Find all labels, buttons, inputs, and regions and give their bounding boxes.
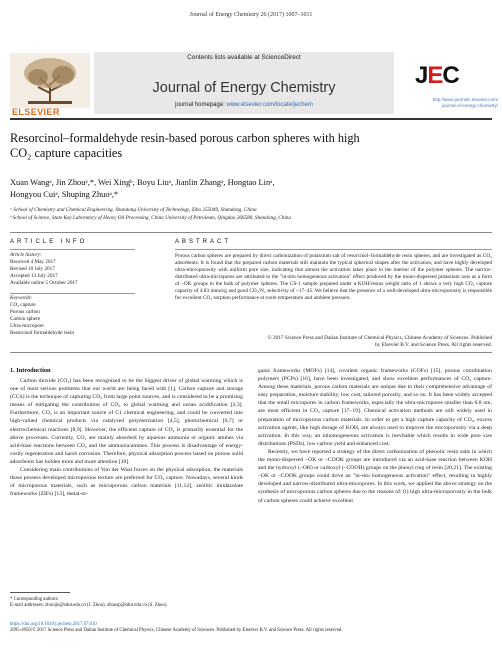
jec-logo-j: J [415,62,428,89]
contents-text: Contents lists available at ScienceDirect [187,54,301,61]
keywords-block [10,295,135,337]
header-divider [10,118,492,120]
footnote [10,597,490,610]
authors-line-1: Xuan Wangᵃ, Jin Zhouᵃ,*, Wei Xingᵇ, Boyu Liuᵃ, Jianlin Zhangᵃ, Hongtao Linᵃ, [10,178,275,187]
body-paragraph: Considering main contributions of Von der Waal forces on the physical adsorption, the materials those possess developed microporous texture are preferred for CO₂ capture. Nowadays, several kinds of microporous materials, such as microporous carbon materials [11,12], zeolitic imidazolate frameworks (ZIFs) [13], metal-or- [10,467,243,498]
jec-url-line2: journal-of-energy-chemistry/ [441,103,498,108]
keyword-item: Carbon sphere [10,316,41,322]
corresponding-note: * Corresponding authors. [10,597,59,602]
history-revised: Revised 10 July 2017 [10,266,55,272]
article-info-rule [10,249,135,250]
keywords-label: Keywords: [10,295,33,301]
article-title [10,131,480,160]
jec-url-line1: http://www.journals.elsevier.com/ [432,97,498,102]
title-line-2: CO₂ capture capacities [10,145,123,160]
body-paragraph: ganic frameworks (MOFs) [14], covalent organic frameworks (COFs) [15], porous coordination polymers (PCPs) [16], have been investigated, and show excellent performances of CO₂ capture. Among these materials, porous carbon materials are unique due to their comprehensive advantage of easy preparation, moisture stability, low cost, tailored porosity, and so on. It has been widely accepted that the small micropores in carbon frameworks, especially the ultra-micropores smaller than 0.8 nm, are most efficient in CO₂ capture [17–19]. Chemical activation methods are still widely used in preparation of microporous carbon materials. In order to get a high capture capacity of CO₂, excess activation agents, like high dosage of KOH, are always used to improve the microporosity via a deep activation. In this way, an inhomogeneous activation is inevitable which results in wide pore size distributions (PSDs), low carbon yield and enhanced cost. [258,368,492,447]
authors-line-2: Hongyou Cuiᵃ, Shuping Zhuoᵃ,* [10,190,119,199]
affiliations [10,206,490,222]
doi-block [10,622,490,635]
journal-name: Journal of Energy Chemistry [152,80,336,96]
article-history [10,252,135,287]
journal-homepage [94,102,394,108]
affiliation-b: ᵇ School of Science, State Key Laboratory of Heavy Oil Processing, China University of Petroleum, Qingdao 266580, Shandong, China [10,215,291,221]
keyword-item: Resorcinol formaldehyde resin [10,330,74,336]
body-paragraph: Recently, we have reported a strategy of the direct carbonization of phenolic resin salts in which the mono-dispersed –OK or –COOK groups are introduced via an acid-base reaction between KOH and the hydroxyl (–OH) or carboxyl (–COOH) groups on the phenyl ring of resin [20,21]. The existing –OK or –COOK groups could drive an "in-situ homogeneous activation" effect, resulting in highly developed and narrow-distributed ultra-micropores. In this work, we applied the above strategy on the synthesis of microporous carbon spheres due to the reasons of: (i) high ultra-microporosity in the bulk of carbon spheres could achieve excellent [258,448,492,504]
history-online: Available online 5 October 2017 [10,280,78,286]
jec-url[interactable] [398,97,498,109]
abstract-heading: ABSTRACT [175,239,232,245]
copyright-line-2: by Elsevier B.V. and Science Press. All rights reserved. [375,342,492,348]
jec-logo-c: C [442,62,459,89]
abstract-text: Porous carbon spheres are prepared by direct carbonization of potassium salt of resorcinol–formaldehyde resin spheres, and are investigated as CO₂ adsorbents. It is found that the prepared carbon materials still maintain the typical spherical shapes after the activation, and have highly developed ultra-microporosity with uniform pore size, indicating that almost the activation takes place in the interior of the polymer spheres. The narrow-distributed ultra-micropores are attributed to the "in-situ homogeneous activation" effect produced by the mono-dispersed potassium ions as a form of –OK groups in the bulk of polymer spheres. The CS-1 sample prepared under a KOH/resins weight ratio of 1 shows a very high CO₂ capture capacity of 4.83 mmol/g and good CO₂/N₂ selectivity of ~17–45. We believe that the presence of a well-developed ultra-microporosity is responsible for excellent CO₂ sorption performance at room temperature and ambient pressure. [175,253,492,301]
keyword-item: CO₂ capture [10,302,36,308]
footnote-rule [10,592,70,593]
contents-line [94,54,394,61]
author-list [10,177,490,201]
homepage-link[interactable]: www.elsevier.com/locate/jechem [226,102,313,108]
journal-citation: Journal of Energy Chemistry 26 (2017) 1007–1011 [189,12,313,18]
history-accepted: Accepted 13 July 2017 [10,273,58,279]
keyword-item: Porous carbon [10,309,40,315]
section-heading: 1. Introduction [10,367,51,374]
keyword-item: Ultra-micropore [10,323,44,329]
affiliation-a: ᵃ School of Chemistry and Chemical Engineering, Shandong University of Technology, Zibo 255049, Shandong, China [10,207,257,213]
jec-logo [415,62,459,90]
email-note: E-mail addresses: zhoujin@sdut.edu.cn (J. Zhou), zhuosp@sdut.edu.cn (S. Zhuo). [10,603,168,609]
jec-logo-e: E [427,62,443,89]
copyright-line-1: © 2017 Science Press and Dalian Institute of Chemical Physics, Chinese Academy of Sciences. Published [267,335,492,341]
history-label: Article history: [10,252,42,258]
issn-line: 2095-4956/© 2017 Science Press and Dalian Institute of Chemical Physics, Chinese Academy of Sciences. Published by Elsevier B.V. and Science Press. All rights reserved. [10,628,343,634]
body-paragraph: Carbon dioxide (CO₂) has been recognized to be the biggest driver of global warming which is one of most serious problems that our world are being faced with [1]. Carbon capture and storage (CCS) is the technique of capturing CO₂ from large point sources, and is considered to be a promising means of mitigating the contribution of CO₂ to global warming and ocean acidification [2,3]. Furthermore, CO₂ is an important source of C1 chemical engineering, and could be converted into high-valued chemical products via catalyzed polymerization [4,5], photochemical [6,7] or electrochemical reactions [8,9]. However, the efficient capture of CO₂ is primarily essential for the above processes. Currently, CO₂ are mainly absorbed by aqueous ammonia or organic amines via acid-base reactions between CO₂ and the ammonia/amines. This process is disadvantage of energy-costly regeneration and harsh corrosion. Therefore, physical adsorption process based on porous solid adsorbents has holden more and more attention [10]. [10,378,243,465]
doi-link[interactable]: https://doi.org/10.1016/j.jechem.2017.07.010 [10,622,97,627]
abstract-rule [175,249,492,250]
elsevier-logo-text: ELSEVIER [12,107,60,117]
body-column-left [10,377,243,498]
abstract-divider [10,352,492,353]
history-received: Received 4 May 2017 [10,259,56,265]
article-info-heading: ARTICLE INFO [10,239,88,245]
homepage-prefix: journal homepage: [175,102,227,108]
abstract-copyright [175,335,492,349]
body-column-right [258,367,492,505]
keywords-rule [10,293,135,294]
elsevier-tree-logo [10,53,90,108]
title-divider [10,232,492,233]
title-line-1: Resorcinol–formaldehyde resin-based porous carbon spheres with high [10,131,360,145]
